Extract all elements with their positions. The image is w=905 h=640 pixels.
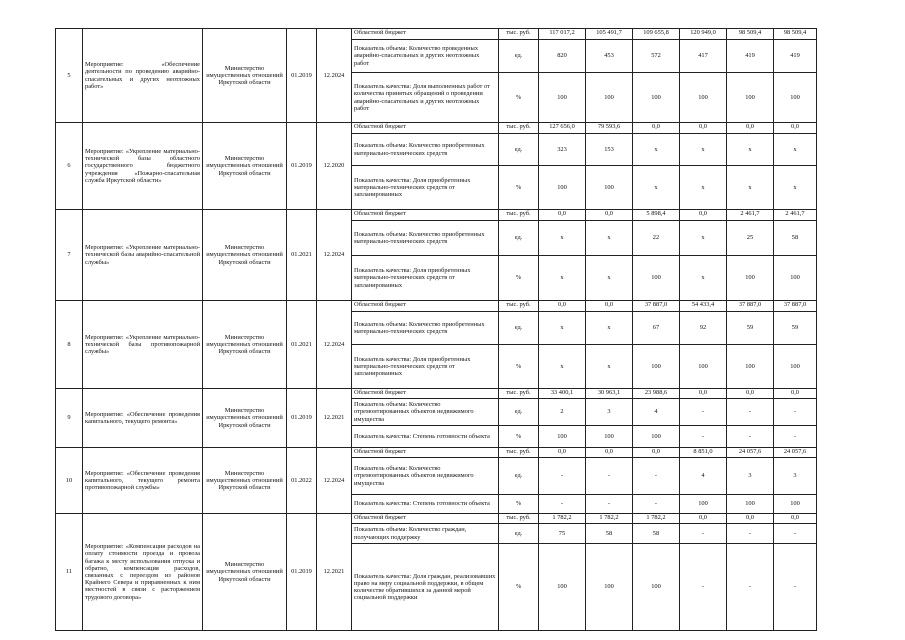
row-number: 8: [56, 301, 83, 389]
value-cell: 4: [680, 458, 727, 495]
unit-cell: тыс. руб.: [499, 210, 539, 221]
value-cell: 100: [633, 256, 680, 301]
value-cell: 105 491,7: [586, 29, 633, 40]
value-cell: -: [633, 495, 680, 514]
funding-source: Областной бюджет: [352, 29, 499, 40]
start-date: 01.2019: [287, 29, 317, 123]
responsible-organization: Министерство имущественных отношений Иркутской области: [203, 448, 287, 514]
value-cell: 2 461,7: [774, 210, 817, 221]
value-cell: 117 017,2: [539, 29, 586, 40]
unit-cell: %: [499, 426, 539, 448]
value-cell: 100: [586, 544, 633, 631]
value-cell: 0,0: [680, 210, 727, 221]
value-cell: 33 400,1: [539, 389, 586, 399]
indicator-name: Показатель качества: Степень готовности объекта: [352, 426, 499, 448]
value-cell: -: [539, 458, 586, 495]
value-cell: 23 988,6: [633, 389, 680, 399]
value-cell: 100: [633, 73, 680, 123]
value-cell: 100: [539, 426, 586, 448]
value-cell: 59: [774, 312, 817, 345]
value-cell: х: [586, 221, 633, 256]
unit-cell: ед.: [499, 458, 539, 495]
value-cell: -: [774, 399, 817, 426]
measure-name: Мероприятие: «Обеспечение деятельности по проведению аварийно-спасательных и других неотложных работ»: [83, 29, 203, 123]
unit-cell: ед.: [499, 312, 539, 345]
value-cell: 453: [586, 40, 633, 73]
value-cell: 37 887,0: [774, 301, 817, 312]
table-row: [56, 301, 817, 312]
value-cell: 22: [633, 221, 680, 256]
indicator-name: Показатель качества: Доля граждан, реализовавших право на меру социальной поддержки, в общем количестве обратившихся за данной мерой социальной поддержки: [352, 544, 499, 631]
value-cell: -: [586, 458, 633, 495]
value-cell: х: [680, 134, 727, 166]
indicator-name: Показатель объема: Количество граждан, получающих поддержку: [352, 524, 499, 544]
value-cell: 0,0: [633, 123, 680, 134]
value-cell: 0,0: [727, 123, 774, 134]
value-cell: 30 963,1: [586, 389, 633, 399]
value-cell: 0,0: [586, 210, 633, 221]
measure-name: Мероприятие: «Обеспечение проведения капитального, текущего ремонта противопожарной службы»: [83, 448, 203, 514]
value-cell: 4: [633, 399, 680, 426]
value-cell: 100: [633, 544, 680, 631]
value-cell: х: [539, 221, 586, 256]
indicator-name: Показатель объема: Количество отремонтированных объектов недвижимого имущества: [352, 458, 499, 495]
value-cell: 572: [633, 40, 680, 73]
row-number: 10: [56, 448, 83, 514]
value-cell: 0,0: [680, 514, 727, 524]
value-cell: 0,0: [680, 389, 727, 399]
end-date: 12.2024: [317, 448, 352, 514]
value-cell: -: [633, 458, 680, 495]
value-cell: 0,0: [539, 210, 586, 221]
measure-name: Мероприятие: «Компенсация расходов на оплату стоимости проезда и провоза багажа к месту использования отпуска и обратно, компенсация расходов, связанных с переездом из районов Крайнего Севера и приравненных к ним местностей в связи с расторжением трудового договора»: [83, 514, 203, 631]
value-cell: 54 433,4: [680, 301, 727, 312]
unit-cell: %: [499, 166, 539, 210]
value-cell: 58: [774, 221, 817, 256]
indicator-name: Показатель объема: Количество проведенных аварийно-спасательных и других неотложных работ: [352, 40, 499, 73]
value-cell: -: [774, 544, 817, 631]
indicator-name: Показатель качества: Доля приобретенных материально-технических средств от запланированных: [352, 166, 499, 210]
start-date: 01.2021: [287, 210, 317, 301]
value-cell: 25: [727, 221, 774, 256]
value-cell: х: [680, 256, 727, 301]
value-cell: 98 509,4: [727, 29, 774, 40]
measure-name: Мероприятие: «Обеспечение проведения капитального, текущего ремонта»: [83, 389, 203, 448]
responsible-organization: Министерство имущественных отношений Иркутской области: [203, 301, 287, 389]
unit-cell: тыс. руб.: [499, 301, 539, 312]
row-number: 11: [56, 514, 83, 631]
value-cell: 1 782,2: [633, 514, 680, 524]
value-cell: 0,0: [774, 514, 817, 524]
value-cell: 0,0: [774, 389, 817, 399]
end-date: 12.2021: [317, 514, 352, 631]
value-cell: х: [586, 256, 633, 301]
value-cell: 0,0: [586, 448, 633, 458]
value-cell: х: [727, 134, 774, 166]
table-row: [56, 389, 817, 399]
unit-cell: %: [499, 495, 539, 514]
unit-cell: ед.: [499, 399, 539, 426]
unit-cell: ед.: [499, 524, 539, 544]
value-cell: х: [586, 312, 633, 345]
value-cell: -: [586, 495, 633, 514]
value-cell: х: [539, 345, 586, 389]
value-cell: 109 655,8: [633, 29, 680, 40]
indicator-name: Показатель качества: Доля приобретенных материально-технических средств от запланированных: [352, 345, 499, 389]
unit-cell: ед.: [499, 134, 539, 166]
table-row: [56, 514, 817, 524]
value-cell: 3: [727, 458, 774, 495]
value-cell: 323: [539, 134, 586, 166]
unit-cell: тыс. руб.: [499, 448, 539, 458]
value-cell: х: [680, 166, 727, 210]
value-cell: 2: [539, 399, 586, 426]
value-cell: 100: [774, 73, 817, 123]
value-cell: 0,0: [727, 389, 774, 399]
unit-cell: ед.: [499, 221, 539, 256]
value-cell: 3: [586, 399, 633, 426]
value-cell: 2 461,7: [727, 210, 774, 221]
value-cell: 100: [774, 345, 817, 389]
value-cell: 5 898,4: [633, 210, 680, 221]
value-cell: 0,0: [539, 448, 586, 458]
start-date: 01.2021: [287, 301, 317, 389]
value-cell: х: [539, 256, 586, 301]
value-cell: х: [774, 134, 817, 166]
value-cell: 0,0: [680, 123, 727, 134]
row-number: 7: [56, 210, 83, 301]
value-cell: 100: [727, 256, 774, 301]
end-date: 12.2024: [317, 29, 352, 123]
value-cell: -: [539, 495, 586, 514]
value-cell: 100: [774, 256, 817, 301]
value-cell: 419: [727, 40, 774, 73]
value-cell: 120 949,0: [680, 29, 727, 40]
value-cell: -: [680, 399, 727, 426]
table-row: [56, 123, 817, 134]
value-cell: х: [727, 166, 774, 210]
responsible-organization: Министерство имущественных отношений Иркутской области: [203, 210, 287, 301]
indicator-name: Показатель качества: Доля приобретенных материально-технических средств от запланированных: [352, 256, 499, 301]
value-cell: 37 887,0: [727, 301, 774, 312]
start-date: 01.2019: [287, 389, 317, 448]
end-date: 12.2020: [317, 123, 352, 210]
row-number: 5: [56, 29, 83, 123]
responsible-organization: Министерство имущественных отношений Иркутской области: [203, 123, 287, 210]
funding-source: Областной бюджет: [352, 301, 499, 312]
start-date: 01.2019: [287, 123, 317, 210]
value-cell: 92: [680, 312, 727, 345]
responsible-organization: Министерство имущественных отношений Иркутской области: [203, 29, 287, 123]
unit-cell: тыс. руб.: [499, 29, 539, 40]
program-measures-table: [55, 28, 817, 631]
value-cell: 0,0: [727, 514, 774, 524]
measure-name: Мероприятие: «Укрепление материально-технической базы противопожарной службы»: [83, 301, 203, 389]
value-cell: 100: [727, 495, 774, 514]
value-cell: х: [539, 312, 586, 345]
value-cell: х: [633, 166, 680, 210]
value-cell: 100: [727, 345, 774, 389]
value-cell: 79 593,6: [586, 123, 633, 134]
unit-cell: %: [499, 544, 539, 631]
unit-cell: тыс. руб.: [499, 514, 539, 524]
value-cell: -: [680, 426, 727, 448]
value-cell: 37 887,0: [633, 301, 680, 312]
unit-cell: тыс. руб.: [499, 389, 539, 399]
value-cell: 0,0: [539, 301, 586, 312]
value-cell: 100: [727, 73, 774, 123]
indicator-name: Показатель объема: Количество приобретенных материально-технических средств: [352, 134, 499, 166]
measure-name: Мероприятие: «Укрепление материально-технической базы аварийно-спасательной службы»: [83, 210, 203, 301]
measure-name: Мероприятие: «Укрепление материально-технической базы областного государственного бюджетного учреждения «Пожарно-спасательная служба Иркутской области»: [83, 123, 203, 210]
unit-cell: тыс. руб.: [499, 123, 539, 134]
value-cell: -: [727, 399, 774, 426]
funding-source: Областной бюджет: [352, 448, 499, 458]
funding-source: Областной бюджет: [352, 123, 499, 134]
value-cell: 100: [774, 495, 817, 514]
value-cell: 419: [774, 40, 817, 73]
value-cell: 24 057,6: [774, 448, 817, 458]
funding-source: Областной бюджет: [352, 514, 499, 524]
value-cell: -: [727, 524, 774, 544]
value-cell: -: [680, 544, 727, 631]
value-cell: -: [680, 524, 727, 544]
value-cell: 100: [586, 426, 633, 448]
value-cell: х: [633, 134, 680, 166]
row-number: 9: [56, 389, 83, 448]
unit-cell: %: [499, 73, 539, 123]
value-cell: 8 851,0: [680, 448, 727, 458]
row-number: 6: [56, 123, 83, 210]
value-cell: -: [774, 426, 817, 448]
value-cell: -: [774, 524, 817, 544]
value-cell: 417: [680, 40, 727, 73]
value-cell: 153: [586, 134, 633, 166]
value-cell: х: [774, 166, 817, 210]
value-cell: 1 782,2: [586, 514, 633, 524]
responsible-organization: Министерство имущественных отношений Иркутской области: [203, 389, 287, 448]
value-cell: 67: [633, 312, 680, 345]
value-cell: 75: [539, 524, 586, 544]
unit-cell: ед.: [499, 40, 539, 73]
value-cell: 98 509,4: [774, 29, 817, 40]
value-cell: х: [586, 345, 633, 389]
responsible-organization: Министерство имущественных отношений Иркутской области: [203, 514, 287, 631]
value-cell: 100: [633, 345, 680, 389]
value-cell: х: [680, 221, 727, 256]
value-cell: 100: [680, 345, 727, 389]
value-cell: 100: [539, 73, 586, 123]
value-cell: 100: [586, 166, 633, 210]
start-date: 01.2022: [287, 448, 317, 514]
end-date: 12.2024: [317, 301, 352, 389]
indicator-name: Показатель качества: Степень готовности объекта: [352, 495, 499, 514]
indicator-name: Показатель объема: Количество отремонтированных объектов недвижимого имущества: [352, 399, 499, 426]
value-cell: 100: [680, 495, 727, 514]
value-cell: 59: [727, 312, 774, 345]
value-cell: 100: [680, 73, 727, 123]
value-cell: 0,0: [586, 301, 633, 312]
end-date: 12.2024: [317, 210, 352, 301]
unit-cell: %: [499, 256, 539, 301]
funding-source: Областной бюджет: [352, 389, 499, 399]
value-cell: 100: [586, 73, 633, 123]
value-cell: 1 782,2: [539, 514, 586, 524]
value-cell: 3: [774, 458, 817, 495]
indicator-name: Показатель объема: Количество приобретенных материально-технических средств: [352, 221, 499, 256]
table-row: [56, 448, 817, 458]
value-cell: -: [727, 544, 774, 631]
value-cell: 0,0: [633, 448, 680, 458]
value-cell: -: [727, 426, 774, 448]
indicator-name: Показатель объема: Количество приобретенных материально-технических средств: [352, 312, 499, 345]
funding-source: Областной бюджет: [352, 210, 499, 221]
table-row: [56, 210, 817, 221]
value-cell: 820: [539, 40, 586, 73]
unit-cell: %: [499, 345, 539, 389]
value-cell: 0,0: [774, 123, 817, 134]
end-date: 12.2021: [317, 389, 352, 448]
indicator-name: Показатель качества: Доля выполненных работ от количества принятых обращений о проведении аварийно-спасательных и других неотложных работ: [352, 73, 499, 123]
start-date: 01.2019: [287, 514, 317, 631]
table-row: [56, 29, 817, 40]
value-cell: 127 656,0: [539, 123, 586, 134]
value-cell: 100: [539, 166, 586, 210]
value-cell: 24 057,6: [727, 448, 774, 458]
value-cell: 58: [586, 524, 633, 544]
value-cell: 58: [633, 524, 680, 544]
value-cell: 100: [539, 544, 586, 631]
value-cell: 100: [633, 426, 680, 448]
